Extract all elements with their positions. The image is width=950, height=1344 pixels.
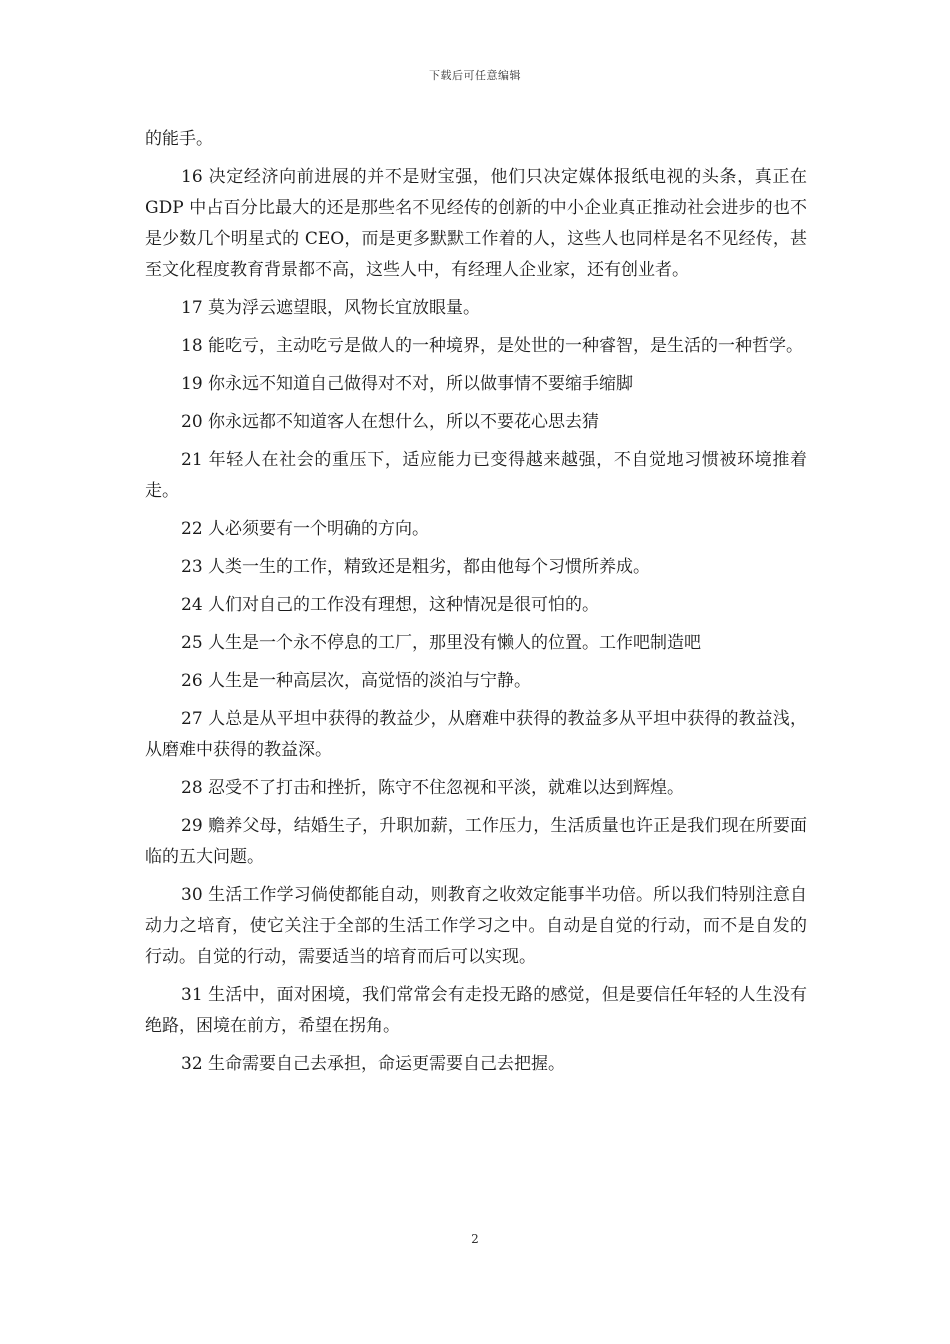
paragraph: 30 生活工作学习倘使都能自动，则教育之收效定能事半功倍。所以我们特别注意自动力之培育，使它关注于全部的生活工作学习之中。自动是自觉的行动，而不是自发的行动。自觉的行动，需要适当的培育而后可以实现。 — [145, 885, 807, 967]
paragraph: 24 人们对自己的工作没有理想，这种情况是很可怕的。 — [181, 595, 600, 615]
paragraph: 16 决定经济向前进展的并不是财宝强，他们只决定媒体报纸电视的头条，真正在 GDP 中占百分比最大的还是那些名不见经传的创新的中小企业真正推动社会进步的也不是少数几个明星式的 CEO，而是更多默默工作着的人，这些人也同样是名不见经传，甚至文化程度教育背景都不高，这些人中，有经理人企业家，还有创业者。 — [145, 167, 807, 280]
paragraph: 32 生命需要自己去承担，命运更需要自己去把握。 — [181, 1054, 566, 1074]
paragraph: 17 莫为浮云遮望眼，风物长宜放眼量。 — [181, 298, 481, 318]
page-header: 下载后可任意编辑 — [429, 69, 521, 82]
paragraph: 23 人类一生的工作，精致还是粗劣，都由他每个习惯所养成。 — [181, 557, 651, 577]
paragraph: 18 能吃亏，主动吃亏是做人的一种境界，是处世的一种睿智，是生活的一种哲学。 — [181, 336, 804, 356]
paragraph: 21 年轻人在社会的重压下，适应能力已变得越来越强，不自觉地习惯被环境推着走。 — [145, 450, 807, 501]
page-number: 2 — [471, 1232, 479, 1246]
paragraph: 22 人必须要有一个明确的方向。 — [181, 519, 430, 539]
paragraph: 19 你永远不知道自己做得对不对，所以做事情不要缩手缩脚 — [181, 374, 634, 394]
paragraph: 29 赡养父母，结婚生子，升职加薪，工作压力，生活质量也许正是我们现在所要面临的五大问题。 — [145, 816, 807, 867]
paragraph: 的能手。 — [145, 129, 213, 149]
paragraph: 28 忍受不了打击和挫折，陈守不住忽视和平淡，就难以达到辉煌。 — [181, 778, 685, 798]
paragraph: 26 人生是一种高层次，高觉悟的淡泊与宁静。 — [181, 671, 532, 691]
paragraph: 31 生活中，面对困境，我们常常会有走投无路的感觉，但是要信任年轻的人生没有绝路，困境在前方，希望在拐角。 — [145, 985, 807, 1036]
paragraph: 25 人生是一个永不停息的工厂，那里没有懒人的位置。工作吧制造吧 — [181, 633, 702, 653]
document-body — [145, 124, 807, 1087]
paragraph: 20 你永远都不知道客人在想什么，所以不要花心思去猜 — [181, 412, 600, 432]
paragraph: 27 人总是从平坦中获得的教益少，从磨难中获得的教益多从平坦中获得的教益浅，从磨难中获得的教益深。 — [145, 709, 807, 760]
